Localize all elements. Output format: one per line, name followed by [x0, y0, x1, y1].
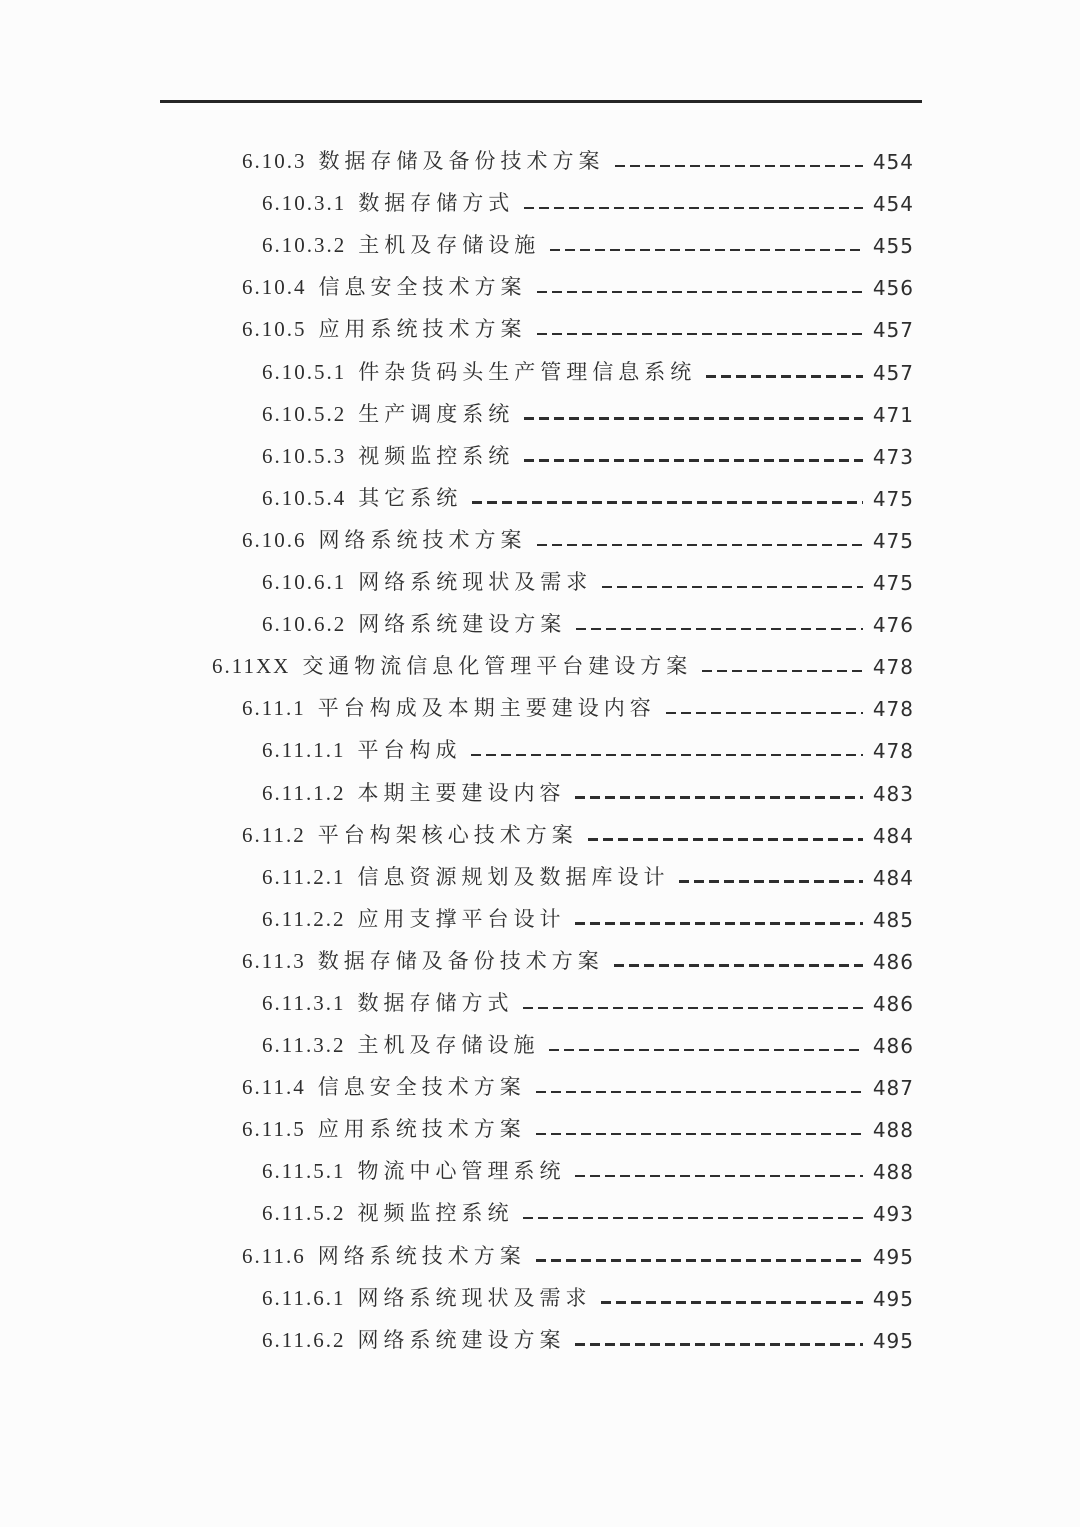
toc-entry: [212, 1224, 914, 1269]
entry-number: 6.11.1.1: [262, 738, 346, 763]
entry-page: 454: [872, 150, 914, 175]
dash-leader: [524, 459, 863, 461]
toc-entry: [212, 467, 914, 509]
entry-page: 473: [872, 444, 914, 469]
dash-leader: [537, 291, 863, 293]
entry-page: 478: [872, 697, 914, 722]
entry-page: 478: [872, 739, 914, 764]
entry-number: 6.11.4: [242, 1075, 306, 1100]
entry-title: 生产调度系统: [358, 401, 515, 426]
entry-title: 网络系统技术方案: [318, 527, 527, 552]
dash-leader: [575, 1175, 862, 1177]
dash-leader: [601, 1301, 862, 1303]
toc-entry: [212, 1140, 914, 1185]
toc-entry: [212, 635, 914, 680]
entry-title: 交通物流信息化管理平台建设方案: [302, 654, 693, 679]
entry-title: 网络系统建设方案: [357, 1327, 566, 1352]
entry-number: 6.11.3: [242, 948, 306, 973]
entry-number: 6.10.3.2: [262, 233, 347, 258]
dash-leader: [524, 417, 863, 419]
entry-page: 475: [872, 528, 914, 553]
entry-number: 6.10.3: [242, 149, 307, 174]
entry-title: 信息资源规划及数据库设计: [357, 864, 670, 889]
entry-number: 6.11.3.1: [262, 990, 346, 1015]
entry-page: 454: [872, 192, 914, 217]
toc-entry: [212, 172, 914, 217]
dash-leader: [679, 880, 862, 882]
toc-entry: [212, 1309, 914, 1351]
entry-title: 应用支撑平台设计: [357, 906, 566, 931]
toc-entry: [212, 719, 914, 764]
entry-title: 数据存储及备份技术方案: [318, 149, 605, 174]
entry-number: 6.10.5.2: [262, 401, 347, 426]
entry-number: 6.11.2.1: [262, 864, 346, 889]
toc-entry: [212, 383, 914, 425]
dash-leader: [549, 1049, 862, 1051]
dash-leader: [471, 754, 862, 756]
toc-entry: [212, 1182, 914, 1227]
entry-title: 网络系统建设方案: [358, 612, 567, 637]
entry-page: 455: [872, 234, 914, 259]
dash-leader: [523, 1007, 862, 1009]
entry-page: 484: [872, 823, 914, 848]
dash-leader: [706, 375, 863, 377]
entry-title: 应用系统技术方案: [317, 1117, 526, 1142]
dash-leader: [614, 964, 863, 966]
entry-number: 6.11.5.1: [262, 1159, 346, 1184]
entry-number: 6.11.6.1: [262, 1285, 346, 1310]
entry-number: 6.11.3.2: [262, 1033, 346, 1058]
entry-number: 6.10.4: [242, 275, 307, 300]
entry-number: 6.10.5.3: [262, 443, 347, 468]
entry-page: 457: [872, 318, 914, 343]
entry-number: 6.10.5: [242, 317, 307, 342]
dash-leader: [575, 796, 862, 798]
entry-number: 6.10.5.4: [262, 485, 347, 510]
entry-number: 6.11.5: [242, 1117, 306, 1142]
entry-title: 物流中心管理系统: [357, 1159, 566, 1184]
dash-leader: [536, 1133, 863, 1135]
entry-number: 6.10.6: [242, 527, 307, 552]
dash-leader: [575, 922, 862, 924]
entry-title: 本期主要建设内容: [357, 780, 566, 805]
entry-title: 信息安全技术方案: [318, 275, 527, 300]
toc-entry: [212, 130, 914, 175]
entry-page: 486: [872, 949, 914, 974]
entry-title: 平台构成: [357, 738, 462, 763]
dash-leader: [523, 1217, 862, 1219]
toc-entry: [212, 256, 914, 301]
entry-page: 493: [872, 1202, 914, 1227]
entry-title: 平台构成及本期主要建设内容: [317, 696, 656, 721]
dash-leader: [576, 628, 863, 630]
entry-number: 6.11XX: [212, 654, 291, 679]
entry-number: 6.11.1: [242, 696, 306, 721]
dash-leader: [575, 1343, 862, 1345]
toc-entry: [212, 1098, 914, 1143]
entry-page: 488: [872, 1118, 914, 1143]
toc-entry: [212, 298, 914, 343]
entry-number: 6.11.2: [242, 822, 306, 847]
dash-leader: [615, 165, 863, 167]
toc-entry: [212, 677, 914, 722]
entry-number: 6.10.6.1: [262, 570, 347, 595]
entry-number: 6.11.1.2: [262, 780, 346, 805]
entry-page: 485: [872, 907, 914, 932]
toc-entry: [212, 1267, 914, 1309]
entry-title: 网络系统技术方案: [317, 1243, 526, 1268]
dash-leader: [537, 544, 863, 546]
entry-page: 483: [872, 781, 914, 806]
entry-page: 495: [872, 1244, 914, 1269]
entry-page: 478: [872, 655, 914, 680]
toc-entry: [212, 1056, 914, 1101]
toc-list: [212, 130, 914, 1351]
toc-entry: [212, 340, 914, 385]
entry-page: 476: [872, 613, 914, 638]
toc-entry: [212, 214, 914, 259]
entry-page: 457: [872, 360, 914, 385]
entry-title: 视频监控系统: [357, 1201, 514, 1226]
toc-entry: [212, 930, 914, 972]
entry-title: 数据存储方式: [357, 990, 514, 1015]
entry-title: 主机及存储设施: [357, 1033, 540, 1058]
header-rule: [160, 100, 922, 103]
toc-entry: [212, 761, 914, 806]
toc-entry: [212, 846, 914, 888]
toc-entry: [212, 972, 914, 1014]
entry-page: 475: [872, 571, 914, 596]
entry-page: 487: [872, 1076, 914, 1101]
entry-page: 486: [872, 991, 914, 1016]
toc-entry: [212, 888, 914, 930]
entry-page: 475: [872, 486, 914, 511]
toc-entry: [212, 593, 914, 638]
entry-title: 主机及存储设施: [358, 233, 541, 258]
dash-leader: [702, 670, 863, 672]
entry-title: 平台构架核心技术方案: [317, 822, 578, 847]
dash-leader: [602, 586, 863, 588]
entry-title: 网络系统现状及需求: [358, 570, 593, 595]
entry-title: 信息安全技术方案: [317, 1075, 526, 1100]
entry-number: 6.11.2.2: [262, 906, 346, 931]
entry-page: 456: [872, 276, 914, 301]
entry-number: 6.11.6.2: [262, 1327, 346, 1352]
dash-leader: [537, 333, 863, 335]
entry-title: 件杂货码头生产管理信息系统: [358, 359, 697, 384]
entry-title: 数据存储方式: [358, 191, 515, 216]
entry-number: 6.11.6: [242, 1243, 306, 1268]
entry-title: 网络系统现状及需求: [357, 1285, 592, 1310]
entry-page: 495: [872, 1286, 914, 1311]
entry-number: 6.10.6.2: [262, 612, 347, 637]
toc-entry: [212, 425, 914, 467]
entry-number: 6.10.5.1: [262, 359, 347, 384]
dash-leader: [588, 838, 863, 840]
toc-entry: [212, 1014, 914, 1059]
entry-page: 495: [872, 1328, 914, 1353]
toc-entry: [212, 551, 914, 596]
entry-page: 471: [872, 402, 914, 427]
entry-page: 484: [872, 865, 914, 890]
entry-page: 488: [872, 1160, 914, 1185]
dash-leader: [536, 1091, 863, 1093]
entry-number: 6.11.5.2: [262, 1201, 346, 1226]
dash-leader: [666, 712, 863, 714]
entry-title: 视频监控系统: [358, 443, 515, 468]
entry-title: 其它系统: [358, 485, 463, 510]
dash-leader: [536, 1259, 863, 1261]
dash-leader: [550, 249, 863, 251]
entry-title: 数据存储及备份技术方案: [317, 948, 604, 973]
dash-leader: [472, 501, 863, 503]
dash-leader: [524, 207, 863, 209]
entry-page: 486: [872, 1034, 914, 1059]
toc-entry: [212, 804, 914, 846]
toc-entry: [212, 509, 914, 551]
entry-title: 应用系统技术方案: [318, 317, 527, 342]
entry-number: 6.10.3.1: [262, 191, 347, 216]
